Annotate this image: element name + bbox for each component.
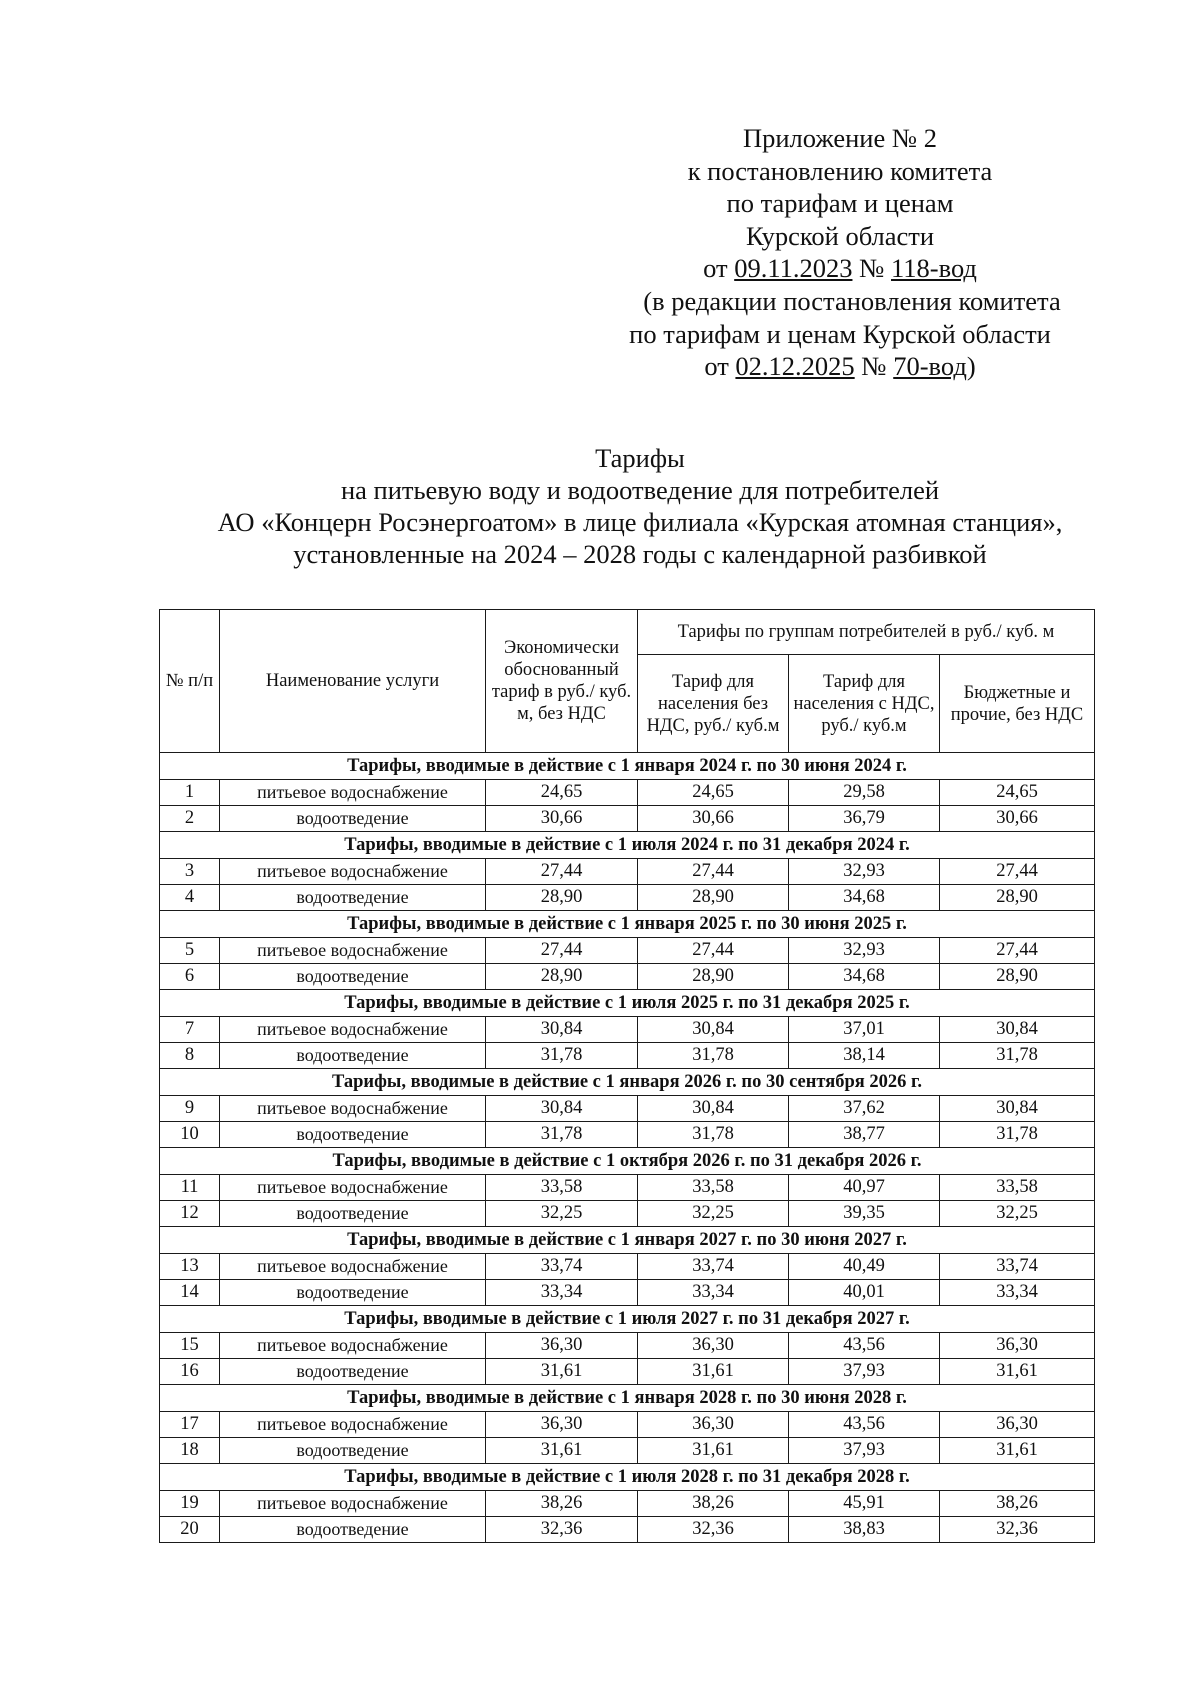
appendix-resolution-date: 09.11.2023: [734, 253, 853, 284]
service-name: водоотведение: [220, 1359, 486, 1385]
table-row: [160, 1043, 1095, 1069]
title-line-2: на питьевую воду и водоотведение для потребителей: [340, 475, 940, 505]
appendix-number-sign: №: [852, 253, 892, 284]
population-no-vat-value: 30,84: [638, 1017, 789, 1043]
table-row: [160, 1017, 1095, 1043]
table-row: [160, 1096, 1095, 1122]
population-no-vat-value: 30,66: [638, 806, 789, 832]
budget-value: 30,66: [940, 806, 1095, 832]
population-vat-value: 32,93: [789, 859, 940, 885]
population-vat-value: 36,79: [789, 806, 940, 832]
population-no-vat-value: 36,30: [638, 1412, 789, 1438]
row-number: 10: [160, 1122, 220, 1148]
table-row: [160, 1122, 1095, 1148]
period-label: Тарифы, вводимые в действие с 1 января 2026 г. по 30 сентября 2026 г.: [160, 1069, 1095, 1096]
service-name: водоотведение: [220, 885, 486, 911]
budget-value: 30,84: [940, 1017, 1095, 1043]
economic-tariff-value: 33,34: [486, 1280, 638, 1306]
row-number: 9: [160, 1096, 220, 1122]
budget-value: 30,84: [940, 1096, 1095, 1122]
appendix-line-5: [560, 252, 1120, 285]
budget-value: 28,90: [940, 885, 1095, 911]
budget-value: 27,44: [940, 859, 1095, 885]
period-row: [160, 1306, 1095, 1333]
header-budget: Бюджетные и прочие, без НДС: [940, 655, 1095, 753]
economic-tariff-value: 36,30: [486, 1333, 638, 1359]
economic-tariff-value: 33,58: [486, 1175, 638, 1201]
row-number: 16: [160, 1359, 220, 1385]
appendix-line-6: (в редакции постановления комитета: [643, 285, 1061, 316]
economic-tariff-value: 30,84: [486, 1096, 638, 1122]
population-no-vat-value: 33,74: [638, 1254, 789, 1280]
service-name: водоотведение: [220, 806, 486, 832]
service-name: питьевое водоснабжение: [220, 1017, 486, 1043]
economic-tariff-value: 38,26: [486, 1491, 638, 1517]
population-vat-value: 37,01: [789, 1017, 940, 1043]
appendix-revision-number: 70-вод: [893, 351, 967, 382]
appendix-line-3: по тарифам и ценам: [726, 188, 954, 219]
table-row: [160, 938, 1095, 964]
budget-value: 31,78: [940, 1043, 1095, 1069]
economic-tariff-value: 27,44: [486, 859, 638, 885]
appendix-revision-date: 02.12.2025: [735, 351, 855, 382]
economic-tariff-value: 32,25: [486, 1201, 638, 1227]
title-line-4: установленные на 2024 – 2028 годы с календарной разбивкой: [293, 539, 987, 569]
population-vat-value: 38,14: [789, 1043, 940, 1069]
population-no-vat-value: 27,44: [638, 938, 789, 964]
row-number: 19: [160, 1491, 220, 1517]
appendix-resolution-number: 118-вод: [891, 253, 977, 284]
budget-value: 28,90: [940, 964, 1095, 990]
table-row: [160, 1254, 1095, 1280]
population-no-vat-value: 32,36: [638, 1517, 789, 1543]
population-vat-value: 32,93: [789, 938, 940, 964]
service-name: водоотведение: [220, 1201, 486, 1227]
population-no-vat-value: 24,65: [638, 780, 789, 806]
table-row: [160, 1359, 1095, 1385]
population-no-vat-value: 30,84: [638, 1096, 789, 1122]
period-label: Тарифы, вводимые в действие с 1 января 2024 г. по 30 июня 2024 г.: [160, 753, 1095, 780]
appendix-revision-number-sign: №: [854, 351, 894, 382]
economic-tariff-value: 31,78: [486, 1043, 638, 1069]
economic-tariff-value: 28,90: [486, 885, 638, 911]
period-row: [160, 1227, 1095, 1254]
table-row: [160, 1333, 1095, 1359]
period-row: [160, 1148, 1095, 1175]
economic-tariff-value: 28,90: [486, 964, 638, 990]
economic-tariff-value: 30,84: [486, 1017, 638, 1043]
appendix-line-8: [560, 350, 1120, 383]
economic-tariff-value: 31,61: [486, 1359, 638, 1385]
service-name: питьевое водоснабжение: [220, 1412, 486, 1438]
tariffs-table-body: [160, 610, 1095, 1543]
row-number: 3: [160, 859, 220, 885]
row-number: 18: [160, 1438, 220, 1464]
service-name: питьевое водоснабжение: [220, 1333, 486, 1359]
budget-value: 33,58: [940, 1175, 1095, 1201]
table-row: [160, 964, 1095, 990]
economic-tariff-value: 31,61: [486, 1438, 638, 1464]
budget-value: 24,65: [940, 780, 1095, 806]
population-vat-value: 38,77: [789, 1122, 940, 1148]
period-label: Тарифы, вводимые в действие с 1 июля 2027 г. по 31 декабря 2027 г.: [160, 1306, 1095, 1333]
period-row: [160, 911, 1095, 938]
row-number: 1: [160, 780, 220, 806]
period-row: [160, 753, 1095, 780]
period-row: [160, 1464, 1095, 1491]
service-name: питьевое водоснабжение: [220, 780, 486, 806]
service-name: водоотведение: [220, 1438, 486, 1464]
budget-value: 38,26: [940, 1491, 1095, 1517]
table-row: [160, 885, 1095, 911]
population-no-vat-value: 36,30: [638, 1333, 789, 1359]
appendix-line-4: Курской области: [745, 220, 935, 251]
header-row-1: [160, 610, 1095, 655]
population-no-vat-value: 32,25: [638, 1201, 789, 1227]
service-name: питьевое водоснабжение: [220, 1175, 486, 1201]
population-vat-value: 40,01: [789, 1280, 940, 1306]
appendix-line-2: к постановлению комитета: [687, 155, 993, 186]
population-no-vat-value: 31,78: [638, 1122, 789, 1148]
budget-value: 32,36: [940, 1517, 1095, 1543]
row-number: 20: [160, 1517, 220, 1543]
economic-tariff-value: 24,65: [486, 780, 638, 806]
population-no-vat-value: 31,61: [638, 1438, 789, 1464]
population-no-vat-value: 31,78: [638, 1043, 789, 1069]
service-name: водоотведение: [220, 1517, 486, 1543]
population-vat-value: 37,93: [789, 1359, 940, 1385]
row-number: 4: [160, 885, 220, 911]
row-number: 15: [160, 1333, 220, 1359]
table-row: [160, 1201, 1095, 1227]
population-vat-value: 39,35: [789, 1201, 940, 1227]
economic-tariff-value: 30,66: [486, 806, 638, 832]
service-name: водоотведение: [220, 1122, 486, 1148]
row-number: 14: [160, 1280, 220, 1306]
population-vat-value: 29,58: [789, 780, 940, 806]
population-no-vat-value: 33,34: [638, 1280, 789, 1306]
row-number: 6: [160, 964, 220, 990]
population-vat-value: 40,49: [789, 1254, 940, 1280]
economic-tariff-value: 33,74: [486, 1254, 638, 1280]
period-row: [160, 832, 1095, 859]
population-vat-value: 38,83: [789, 1517, 940, 1543]
budget-value: 31,61: [940, 1438, 1095, 1464]
budget-value: 33,74: [940, 1254, 1095, 1280]
header-economic-tariff: Экономически обоснованный тариф в руб./ куб. м, без НДС: [486, 610, 638, 753]
period-label: Тарифы, вводимые в действие с 1 января 2025 г. по 30 июня 2025 г.: [160, 911, 1095, 938]
header-service-name: Наименование услуги: [220, 610, 486, 753]
economic-tariff-value: 32,36: [486, 1517, 638, 1543]
service-name: водоотведение: [220, 1043, 486, 1069]
population-no-vat-value: 33,58: [638, 1175, 789, 1201]
table-row: [160, 806, 1095, 832]
economic-tariff-value: 36,30: [486, 1412, 638, 1438]
period-row: [160, 1385, 1095, 1412]
population-no-vat-value: 27,44: [638, 859, 789, 885]
period-label: Тарифы, вводимые в действие с 1 июля 2024 г. по 31 декабря 2024 г.: [160, 832, 1095, 859]
population-no-vat-value: 38,26: [638, 1491, 789, 1517]
header-consumer-groups: Тарифы по группам потребителей в руб./ куб. м: [638, 610, 1095, 655]
population-vat-value: 37,62: [789, 1096, 940, 1122]
table-row: [160, 780, 1095, 806]
period-label: Тарифы, вводимые в действие с 1 июля 2028 г. по 31 декабря 2028 г.: [160, 1464, 1095, 1491]
period-label: Тарифы, вводимые в действие с 1 января 2027 г. по 30 июня 2027 г.: [160, 1227, 1095, 1254]
economic-tariff-value: 31,78: [486, 1122, 638, 1148]
row-number: 8: [160, 1043, 220, 1069]
row-number: 5: [160, 938, 220, 964]
table-row: [160, 1175, 1095, 1201]
population-vat-value: 45,91: [789, 1491, 940, 1517]
table-row: [160, 1438, 1095, 1464]
population-vat-value: 43,56: [789, 1412, 940, 1438]
population-no-vat-value: 28,90: [638, 885, 789, 911]
document-title: [120, 442, 1160, 570]
appendix-line-1: Приложение № 2: [742, 123, 937, 153]
budget-value: 27,44: [940, 938, 1095, 964]
table-row: [160, 1491, 1095, 1517]
population-vat-value: 40,97: [789, 1175, 940, 1201]
header-population-vat: Тариф для населения с НДС, руб./ куб.м: [789, 655, 940, 753]
budget-value: 31,61: [940, 1359, 1095, 1385]
row-number: 17: [160, 1412, 220, 1438]
table-row: [160, 1412, 1095, 1438]
appendix-revision-suffix: ): [966, 351, 976, 382]
budget-value: 33,34: [940, 1280, 1095, 1306]
period-label: Тарифы, вводимые в действие с 1 октября 2026 г. по 31 декабря 2026 г.: [160, 1148, 1095, 1175]
population-no-vat-value: 28,90: [638, 964, 789, 990]
population-vat-value: 43,56: [789, 1333, 940, 1359]
service-name: питьевое водоснабжение: [220, 1491, 486, 1517]
service-name: водоотведение: [220, 964, 486, 990]
table-row: [160, 859, 1095, 885]
tariffs-table: [159, 609, 1095, 1543]
row-number: 7: [160, 1017, 220, 1043]
population-vat-value: 34,68: [789, 885, 940, 911]
row-number: 2: [160, 806, 220, 832]
population-vat-value: 37,93: [789, 1438, 940, 1464]
table-row: [160, 1517, 1095, 1543]
period-row: [160, 990, 1095, 1017]
row-number: 11: [160, 1175, 220, 1201]
row-number: 13: [160, 1254, 220, 1280]
service-name: водоотведение: [220, 1280, 486, 1306]
header-population-no-vat: Тариф для населения без НДС, руб./ куб.м: [638, 655, 789, 753]
row-number: 12: [160, 1201, 220, 1227]
table-row: [160, 1280, 1095, 1306]
service-name: питьевое водоснабжение: [220, 1254, 486, 1280]
period-row: [160, 1069, 1095, 1096]
population-vat-value: 34,68: [789, 964, 940, 990]
service-name: питьевое водоснабжение: [220, 938, 486, 964]
appendix-header: [560, 122, 1120, 383]
period-label: Тарифы, вводимые в действие с 1 января 2028 г. по 30 июня 2028 г.: [160, 1385, 1095, 1412]
budget-value: 31,78: [940, 1122, 1095, 1148]
budget-value: 32,25: [940, 1201, 1095, 1227]
header-num: № п/п: [160, 610, 220, 753]
title-line-3: АО «Концерн Росэнергоатом» в лице филиала «Курская атомная станция»,: [217, 507, 1063, 537]
appendix-revision-prefix: от: [704, 351, 736, 382]
appendix-date-prefix: от: [703, 253, 735, 284]
service-name: питьевое водоснабжение: [220, 1096, 486, 1122]
appendix-line-7: по тарифам и ценам Курской области: [629, 318, 1051, 349]
service-name: питьевое водоснабжение: [220, 859, 486, 885]
budget-value: 36,30: [940, 1333, 1095, 1359]
population-no-vat-value: 31,61: [638, 1359, 789, 1385]
period-label: Тарифы, вводимые в действие с 1 июля 2025 г. по 31 декабря 2025 г.: [160, 990, 1095, 1017]
title-line-1: Тарифы: [595, 443, 685, 473]
budget-value: 36,30: [940, 1412, 1095, 1438]
economic-tariff-value: 27,44: [486, 938, 638, 964]
